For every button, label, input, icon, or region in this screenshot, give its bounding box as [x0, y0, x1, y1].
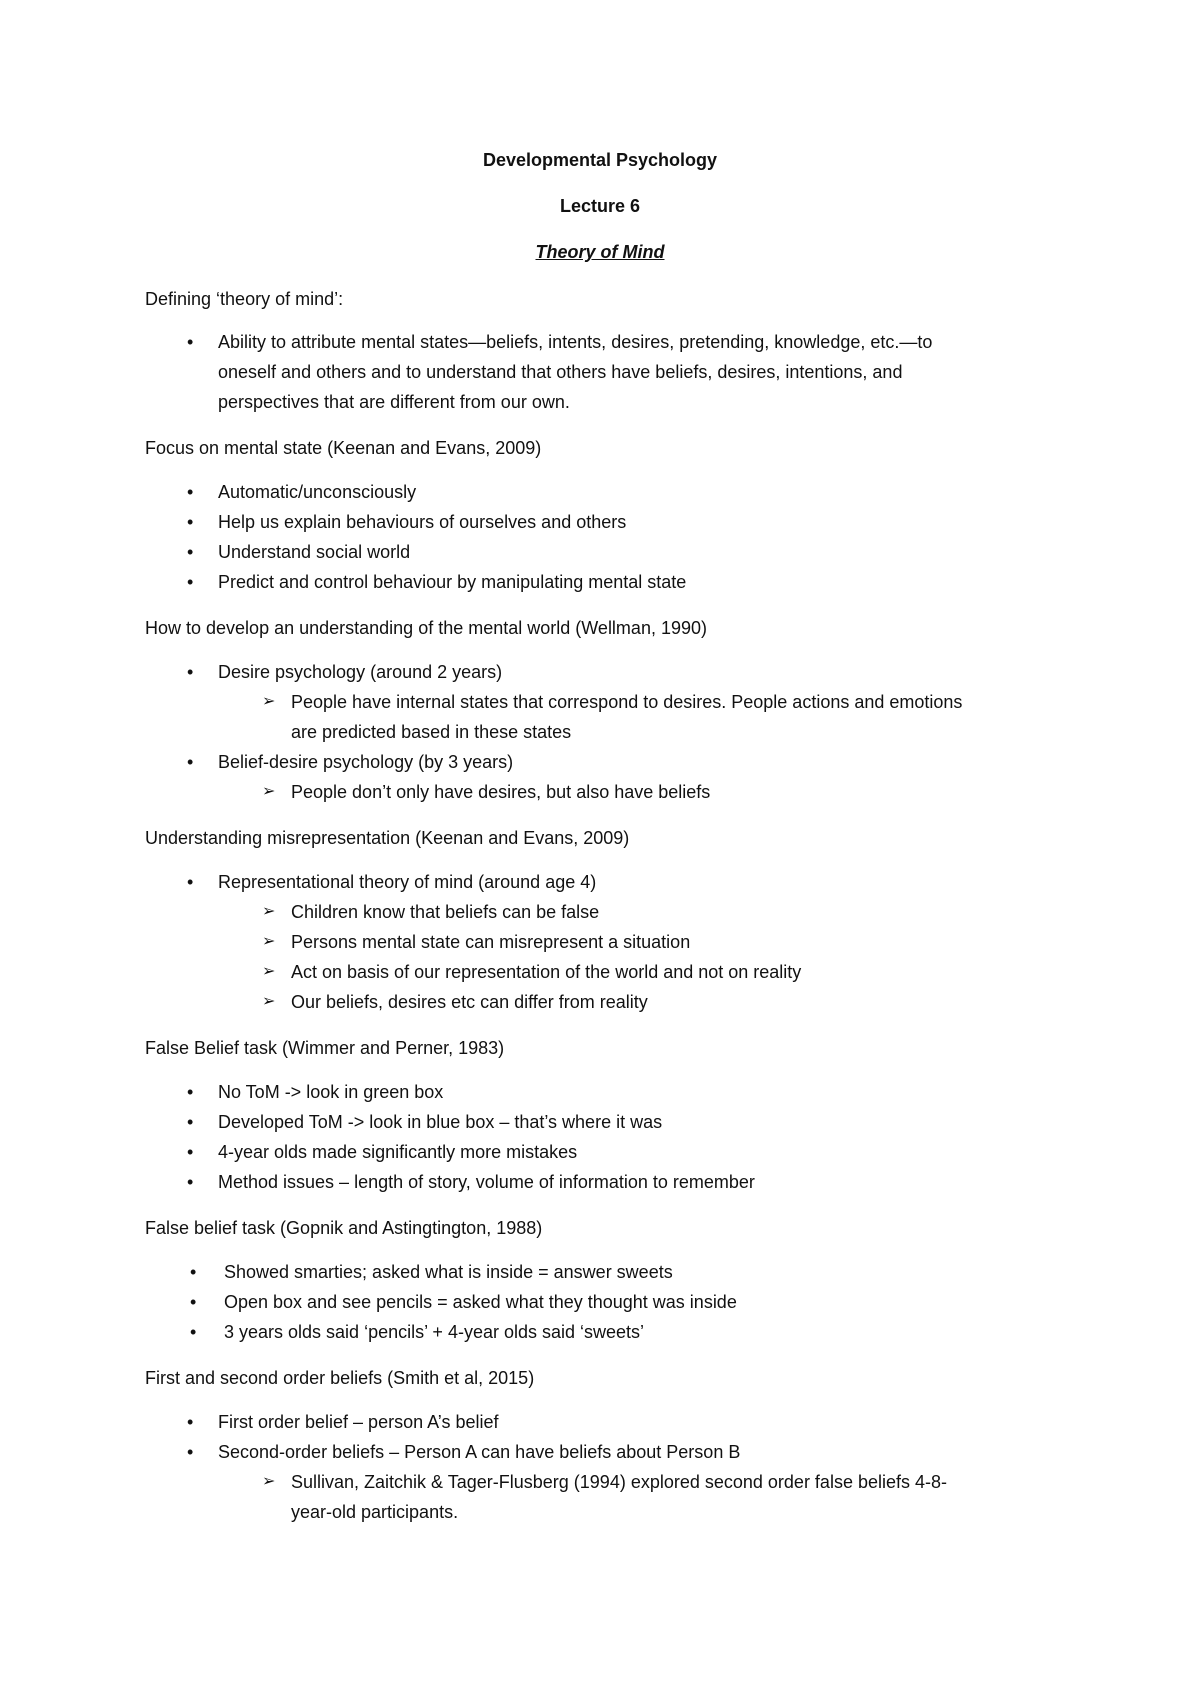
sub-bullet-text: Sullivan, Zaitchik & Tager-Flusberg (1994) explored second order false beliefs 4-8- [291, 1472, 947, 1492]
bullet-icon: • [190, 1322, 197, 1342]
bullet-icon: • [187, 1172, 194, 1192]
bullet-text: Showed smarties; asked what is inside = answer sweets [224, 1262, 673, 1282]
bullet-text: Belief-desire psychology (by 3 years) [218, 752, 514, 772]
bullet-icon: • [187, 1142, 194, 1162]
bullet-icon: • [187, 1112, 194, 1132]
section-heading: False belief task (Gopnik and Astingtington, 1988) [145, 1218, 543, 1238]
bullet-text: Method issues – length of story, volume of information to remember [218, 1172, 755, 1192]
bullet-text: 3 years olds said ‘pencils’ + 4-year olds said ‘sweets’ [224, 1322, 645, 1342]
bullet-text: Help us explain behaviours of ourselves and others [218, 512, 627, 532]
bullet-icon: • [187, 332, 194, 352]
bullet-text: Predict and control behaviour by manipulating mental state [218, 572, 687, 592]
bullet-icon: • [190, 1292, 197, 1312]
bullet-text: Representational theory of mind (around age 4) [218, 872, 597, 892]
arrow-bullet-icon: ➢ [262, 903, 276, 920]
arrow-bullet-icon: ➢ [262, 1473, 276, 1490]
bullet-text: No ToM -> look in green box [218, 1082, 444, 1102]
bullet-icon: • [187, 542, 194, 562]
bullet-text: First order belief – person A’s belief [218, 1412, 499, 1432]
section-heading: Defining ‘theory of mind’: [145, 289, 344, 309]
section-heading: Focus on mental state (Keenan and Evans, 2009) [145, 438, 542, 458]
document-title: Developmental Psychology [482, 150, 718, 170]
bullet-text: Second-order beliefs – Person A can have beliefs about Person B [218, 1442, 741, 1462]
bullet-icon: • [187, 572, 194, 592]
bullet-icon: • [187, 872, 194, 892]
sub-bullet-text: People have internal states that correspond to desires. People actions and emotions [291, 692, 963, 712]
bullet-text: Ability to attribute mental states—beliefs, intents, desires, pretending, knowledge, etc.—to [218, 332, 933, 352]
section-heading: False Belief task (Wimmer and Perner, 1983) [145, 1038, 505, 1058]
bullet-icon: • [187, 1082, 194, 1102]
bullet-icon: • [187, 662, 194, 682]
section-heading: First and second order beliefs (Smith et al, 2015) [145, 1368, 535, 1388]
bullet-text: Open box and see pencils = asked what they thought was inside [224, 1292, 737, 1312]
bullet-icon: • [187, 512, 194, 532]
sub-bullet-text: People don’t only have desires, but also have beliefs [291, 782, 711, 802]
section-heading: How to develop an understanding of the mental world (Wellman, 1990) [145, 618, 707, 638]
bullet-text: 4-year olds made significantly more mistakes [218, 1142, 578, 1162]
bullet-text: Understand social world [218, 542, 411, 562]
sub-bullet-text: Our beliefs, desires etc can differ from reality [291, 992, 648, 1012]
sub-bullet-text: Children know that beliefs can be false [291, 902, 600, 922]
bullet-text-continued: perspectives that are different from our own. [218, 392, 570, 412]
sub-bullet-text-continued: year-old participants. [291, 1502, 459, 1522]
bullet-text: Desire psychology (around 2 years) [218, 662, 503, 682]
bullet-text-continued: oneself and others and to understand that others have beliefs, desires, intentions, and [218, 362, 903, 382]
bullet-icon: • [187, 482, 194, 502]
arrow-bullet-icon: ➢ [262, 963, 276, 980]
bullet-icon: • [187, 1442, 194, 1462]
bullet-icon: • [187, 1412, 194, 1432]
bullet-icon: • [187, 752, 194, 772]
sub-bullet-text-continued: are predicted based in these states [291, 722, 572, 742]
section-heading: Understanding misrepresentation (Keenan and Evans, 2009) [145, 828, 630, 848]
bullet-text: Automatic/unconsciously [218, 482, 417, 502]
lecture-number: Lecture 6 [559, 196, 641, 216]
arrow-bullet-icon: ➢ [262, 693, 276, 710]
sub-bullet-text: Act on basis of our representation of the world and not on reality [291, 962, 802, 982]
bullet-text: Developed ToM -> look in blue box – that’s where it was [218, 1112, 663, 1132]
bullet-icon: • [190, 1262, 197, 1282]
lecture-subtitle: Theory of Mind [535, 242, 665, 262]
arrow-bullet-icon: ➢ [262, 933, 276, 950]
arrow-bullet-icon: ➢ [262, 783, 276, 800]
arrow-bullet-icon: ➢ [262, 993, 276, 1010]
sub-bullet-text: Persons mental state can misrepresent a situation [291, 932, 691, 952]
